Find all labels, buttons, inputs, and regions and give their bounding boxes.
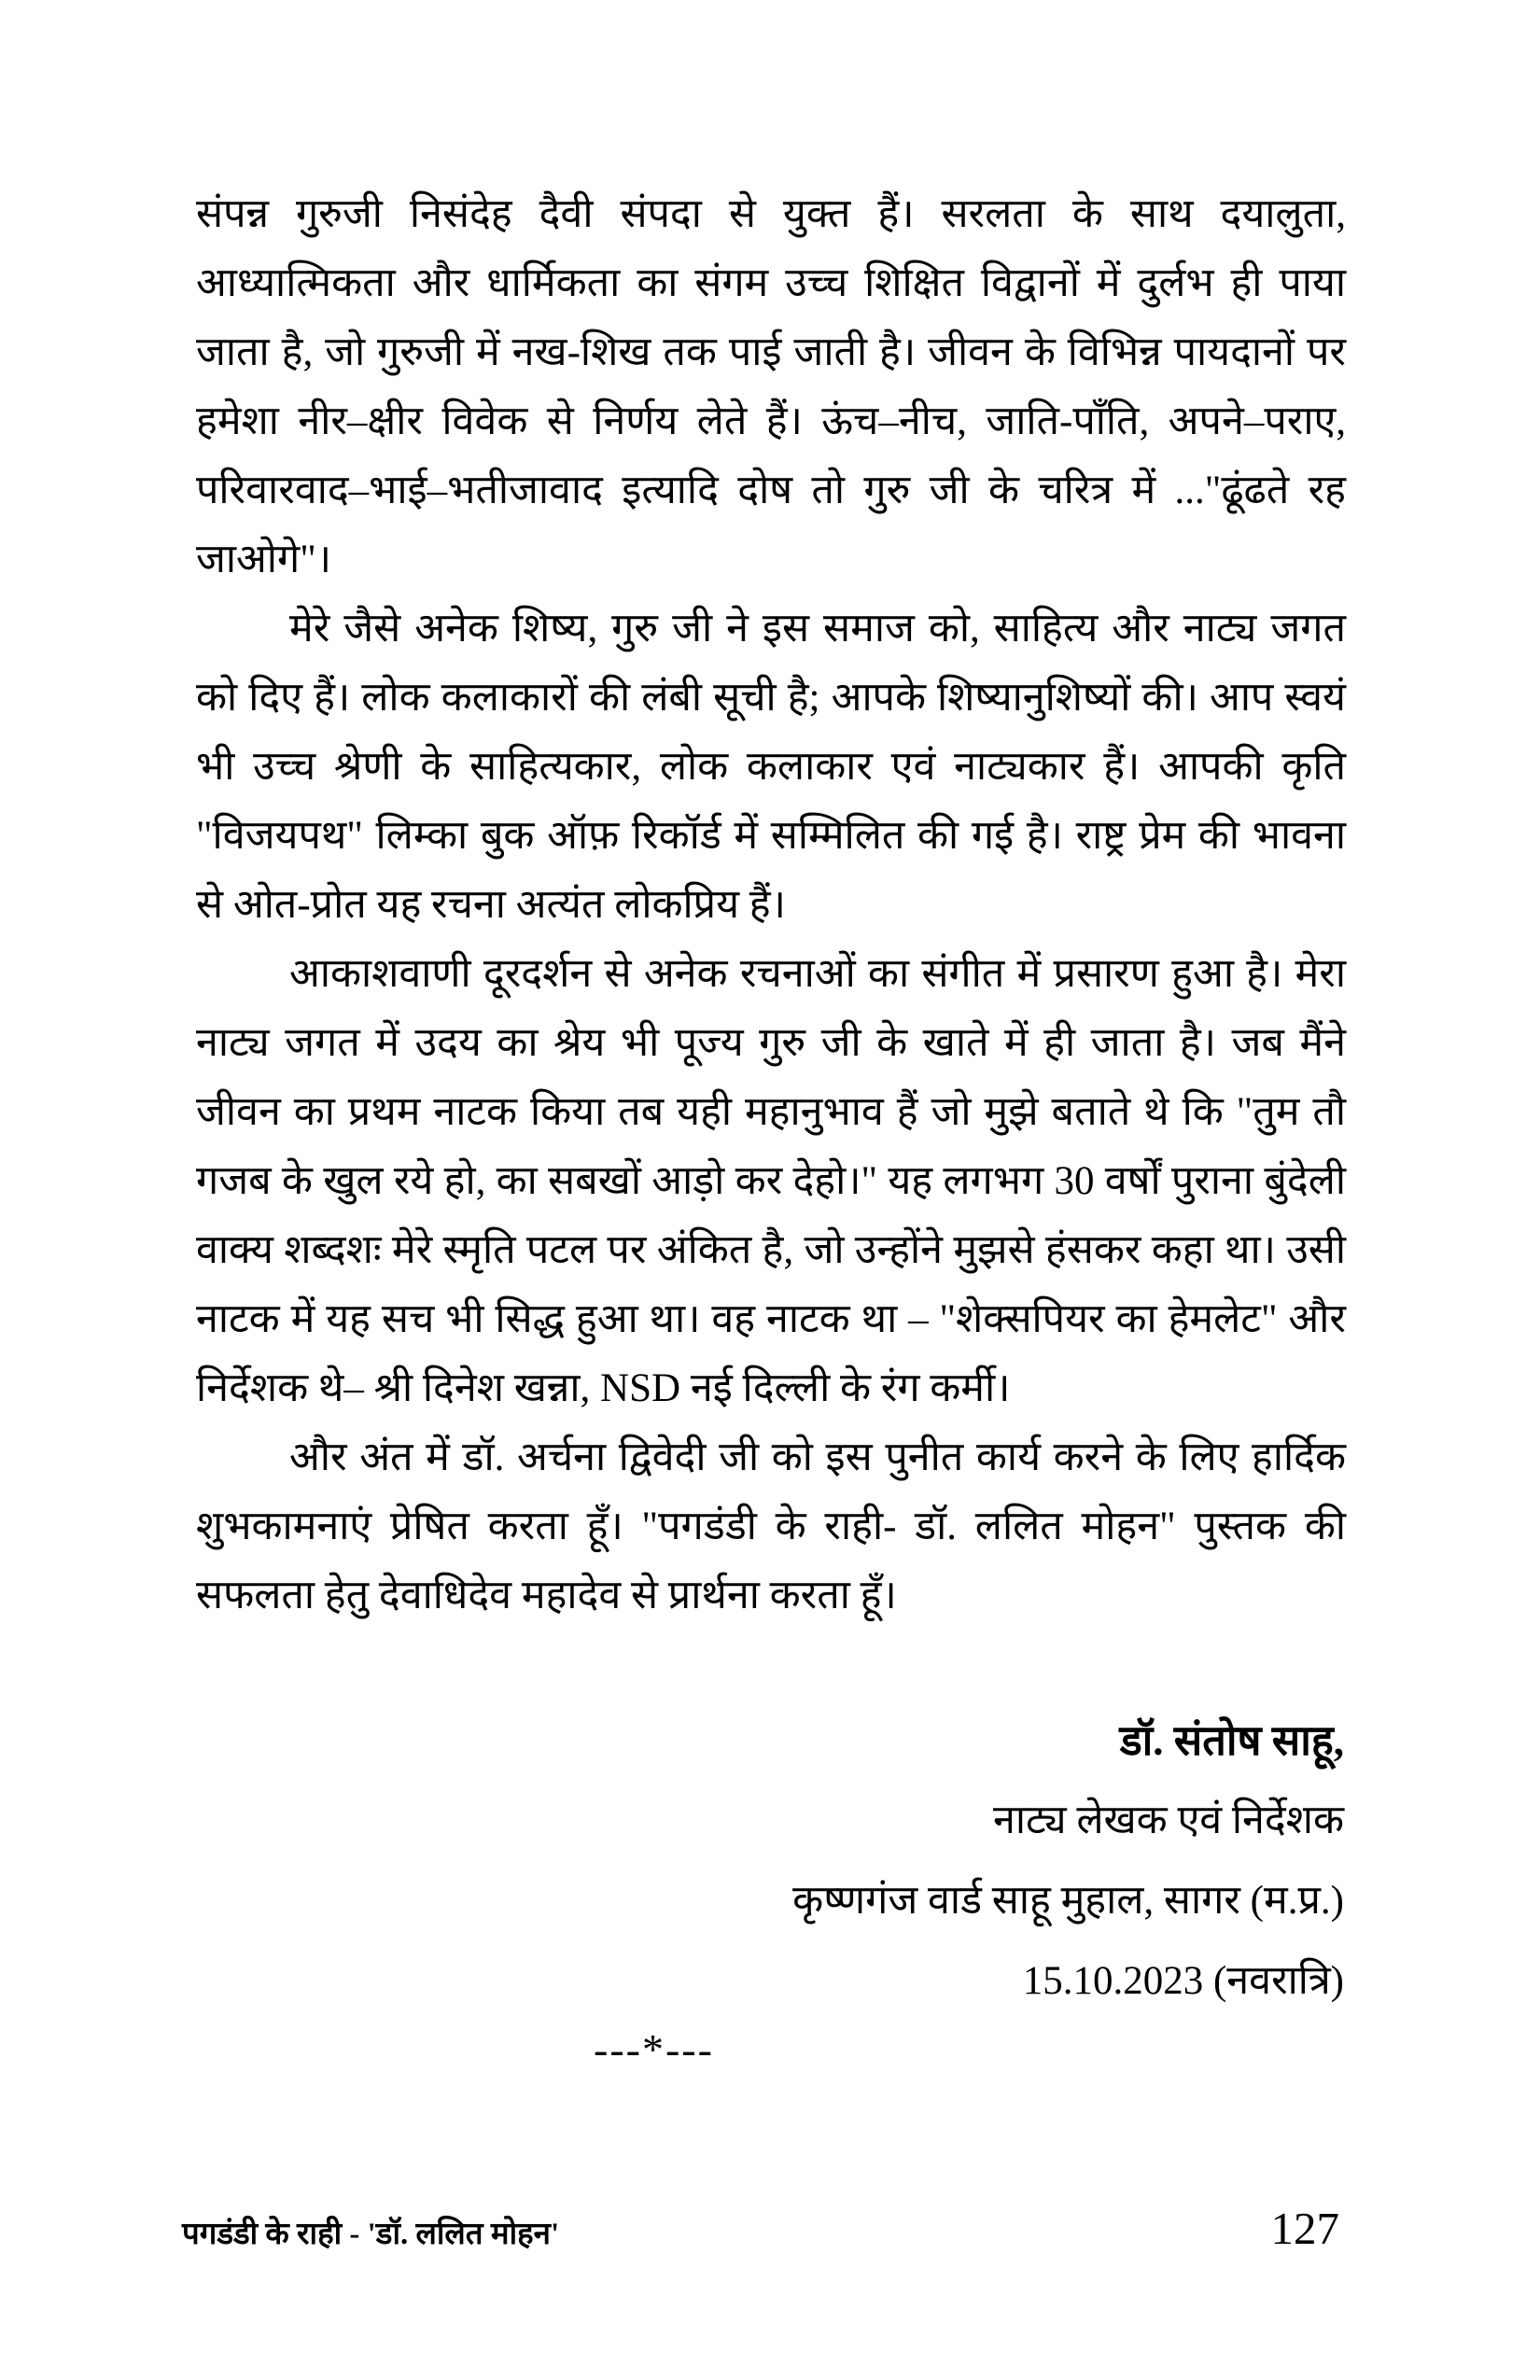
signature-address: कृष्णगंज वार्ड साहू मुहाल, सागर (म.प्र.) (792, 1879, 1344, 1923)
signature-date: 15.10.2023 (नवरात्रि) (1022, 1959, 1344, 2003)
body-paragraph: मेरे जैसे अनेक शिष्य, गुरु जी ने इस समाज को, साहित्य और नाट्य जगत को दिए हैं। लोक कलाकारों की लंबी सूची है; आपके शिष्यानुशिष्यों की। आप स्वयं भी उच्च श्रेणी के साहित्यकार, लोक कलाकार एवं नाट्यकार हैं। आपकी कृति "विजयपथ" लिम्का बुक ऑफ़ रिकॉर्ड में सम्मिलित की गई है। राष्ट्र प्रेम की भावना से ओत-प्रोत यह रचना अत्यंत लोकप्रिय हैं। (196, 607, 1346, 927)
body-paragraph-continuation: संपन्न गुरुजी निसंदेह दैवी संपदा से युक्त हैं। सरलता के साथ दयालुता, आध्यात्मिकता और धार्मिकता का संगम उच्च शिक्षित विद्वानों में दुर्लभ ही पाया जाता है, जो गुरुजी में नख-शिख तक पाई जाती है। जीवन के विभिन्न पायदानों पर हमेशा नीर–क्षीर विवेक से निर्णय लेते हैं। ऊंच–नीच, जाति-पाँति, अपने–पराए, परिवारवाद–भाई–भतीजावाद इत्यादि दोष तो गुरु जी के चरित्र में ..."ढूंढते रह जाओगे"। (196, 192, 1346, 581)
section-separator: ---*--- (594, 2025, 714, 2073)
signature-name: डॉ. संतोष साहू, (1119, 1717, 1344, 1764)
signature-block (792, 1701, 1344, 2022)
footer-page-number: 127 (1270, 2203, 1339, 2254)
body-text-block (196, 180, 1346, 1631)
page-footer (182, 2201, 1339, 2262)
body-paragraph: आकाशवाणी दूरदर्शन से अनेक रचनाओं का संगीत में प्रसारण हुआ है। मेरा नाट्य जगत में उदय का श्रेय भी पूज्य गुरु जी के खाते में ही जाता है। जब मैंने जीवन का प्रथम नाटक किया तब यही महानुभाव हैं जो मुझे बताते थे कि "तुम तौ गजब के खुल रये हो, का सबखों आड़ो कर देहो।" यह लगभग 30 वर्षों पुराना बुंदेली वाक्य शब्दशः मेरे स्मृति पटल पर अंकित है, जो उन्होंने मुझसे हंसकर कहा था। उसी नाटक में यह सच भी सिद्ध हुआ था। वह नाटक था – "शेक्सपियर का हेमलेट" और निर्देशक थे– श्री दिनेश खन्ना, NSD नई दिल्ली के रंग कर्मी। (196, 952, 1346, 1410)
footer-book-title: पगडंडी के राही - 'डॉ. ललित मोहन' (182, 2218, 560, 2251)
body-paragraph: और अंत में डॉ. अर्चना द्विवेदी जी को इस पुनीत कार्य करने के लिए हार्दिक शुभकामनाएं प्रेषित करता हूँ। "पगडंडी के राही- डॉ. ललित मोहन" पुस्तक की सफलता हेतु देवाधिदेव महादेव से प्रार्थना करता हूँ। (196, 1435, 1346, 1617)
signature-role: नाट्य लेखक एवं निर्देशक (992, 1799, 1344, 1842)
